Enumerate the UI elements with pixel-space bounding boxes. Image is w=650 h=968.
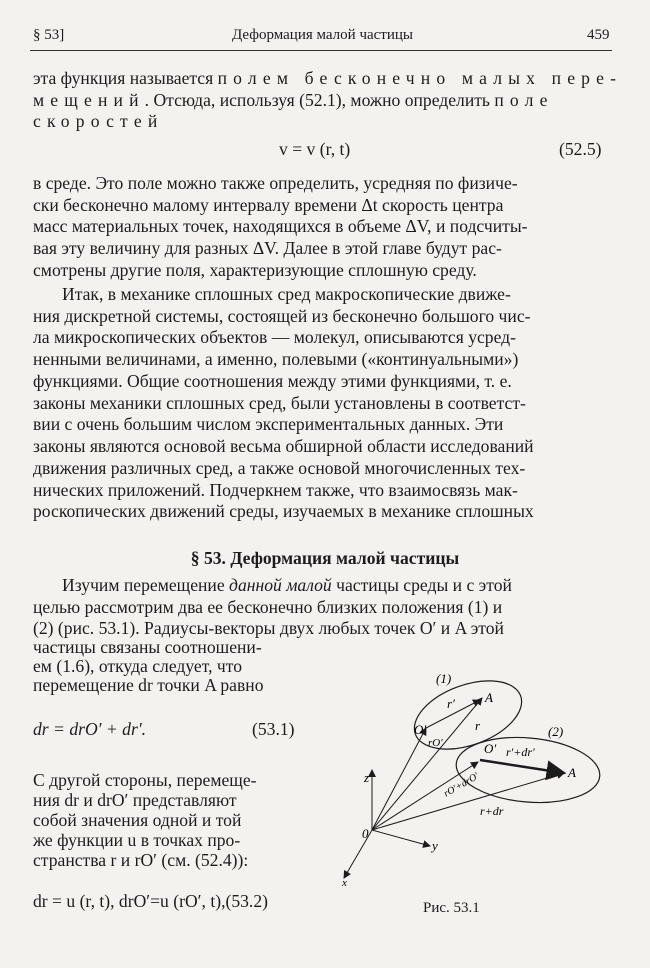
para5-line: же функции u в точках про- xyxy=(33,830,241,850)
para3-line: законы являются основой весьма обширной области исследований xyxy=(33,436,534,456)
para1-line1: эта функция называется полем бесконечно малых пере- xyxy=(33,68,623,88)
para4-line2: целью рассмотрим два ее бесконечно близких положения (1) и xyxy=(33,597,503,617)
para3-line: движения различных сред, а также основой многочисленных тех- xyxy=(33,458,526,478)
equation-53-1: dr = drO′ + dr′. xyxy=(33,719,147,739)
header-section: § 53] xyxy=(33,27,65,43)
label-r-o-dr: rO′+drO′ xyxy=(442,770,481,800)
para4-line6: перемещение dr точки A равно xyxy=(33,675,264,695)
equation-52-5: v = v (r, t) xyxy=(279,139,351,159)
para1-line3: скоростей xyxy=(33,111,164,131)
label-a-1: A xyxy=(485,690,493,705)
section-heading: § 53. Деформация малой частицы xyxy=(190,548,460,568)
label-r-dr: r+dr xyxy=(480,804,504,818)
para3-line: законы механики сплошных сред, были установлены в соответст- xyxy=(33,393,526,413)
label-position-2: (2) xyxy=(548,724,564,739)
vector-r-o-dr xyxy=(372,762,478,830)
para4-line1: Изучим перемещение данной малой частицы среды и с этой xyxy=(62,575,512,595)
label-r-prime-dr: r′+dr′ xyxy=(506,745,535,759)
header-page-number: 459 xyxy=(587,27,610,43)
label-r-prime: r′ xyxy=(447,696,455,711)
label-origin: 0 xyxy=(362,826,369,841)
vector-r xyxy=(372,698,482,830)
para2-line: смотрены другие поля, характеризующие сплошную среду. xyxy=(33,260,477,280)
label-o-2: O′ xyxy=(484,741,497,756)
header-rule xyxy=(30,50,612,51)
para5-line: странства r и rO′ (см. (52.4)): xyxy=(33,850,249,870)
para3-line: вии с очень большим числом экспериментальных данных. Эти xyxy=(33,414,504,434)
label-x: x xyxy=(342,877,347,889)
equation-53-1-label: (53.1) xyxy=(252,719,295,739)
para3-line: функциями. Общие соотношения между этими функциями, т. е. xyxy=(33,371,512,391)
para4-line4: частицы связаны соотношени- xyxy=(33,637,262,657)
equation-53-2: dr = u (r, t), drO′=u (rO′, t),(53.2) xyxy=(33,891,268,911)
label-y: y xyxy=(432,838,438,853)
figure-caption: Рис. 53.1 xyxy=(423,900,480,916)
para2-line: масс материальных точек, находящихся в объеме ΔV, и подсчиты- xyxy=(33,216,528,236)
para1-line2: мещений. Отсюда, используя (52.1), можно определить поле xyxy=(33,90,554,110)
para3-line: ла микроскопических объектов — молекул, описываются усред- xyxy=(33,327,516,347)
equation-52-5-label: (52.5) xyxy=(559,139,602,159)
label-o-1: O′ xyxy=(414,722,427,737)
para2-line: ски бесконечно малому интервалу времени Δt скорость центра xyxy=(33,195,504,215)
para3-line: роскопических движений среды, изучаемых в механике сплошных xyxy=(33,501,534,521)
para3-line: ния дискретной системы, состоящей из бесконечно большого чис- xyxy=(33,306,531,326)
label-r-o: rO′ xyxy=(428,737,443,749)
para2-line: в среде. Это поле можно также определить, усредняя по физиче- xyxy=(33,173,518,193)
label-a-2: A xyxy=(568,765,576,780)
label-position-1: (1) xyxy=(436,671,452,686)
para5-line: ния dr и drO′ представляют xyxy=(33,790,237,810)
para3-line: Итак, в механике сплошных сред макроскопические движе- xyxy=(62,284,511,304)
para2-line: вая эту величину для разных ΔV. Далее в этой главе будут рас- xyxy=(33,238,502,258)
para4-line3: (2) (рис. 53.1). Радиусы-векторы двух любых точек O′ и A этой xyxy=(33,618,504,638)
label-r: r xyxy=(475,718,481,733)
label-z: z xyxy=(364,770,370,785)
particle-position-2 xyxy=(453,732,602,808)
vector-r-prime-dr xyxy=(480,760,564,773)
header-title: Деформация малой частицы xyxy=(232,27,413,43)
para5-line: С другой стороны, перемеще- xyxy=(33,770,257,790)
figure-53-1 xyxy=(330,660,620,890)
para3-line: ненными величинами, а именно, полевыми («континуальными») xyxy=(33,349,519,369)
para4-line5: ем (1.6), откуда следует, что xyxy=(33,656,243,676)
para3-line: нических приложений. Подчеркнем также, что взаимосвязь мак- xyxy=(33,480,518,500)
para5-line: собой значения одной и той xyxy=(33,810,242,830)
vector-r-o xyxy=(372,728,426,830)
y-axis xyxy=(372,830,430,846)
